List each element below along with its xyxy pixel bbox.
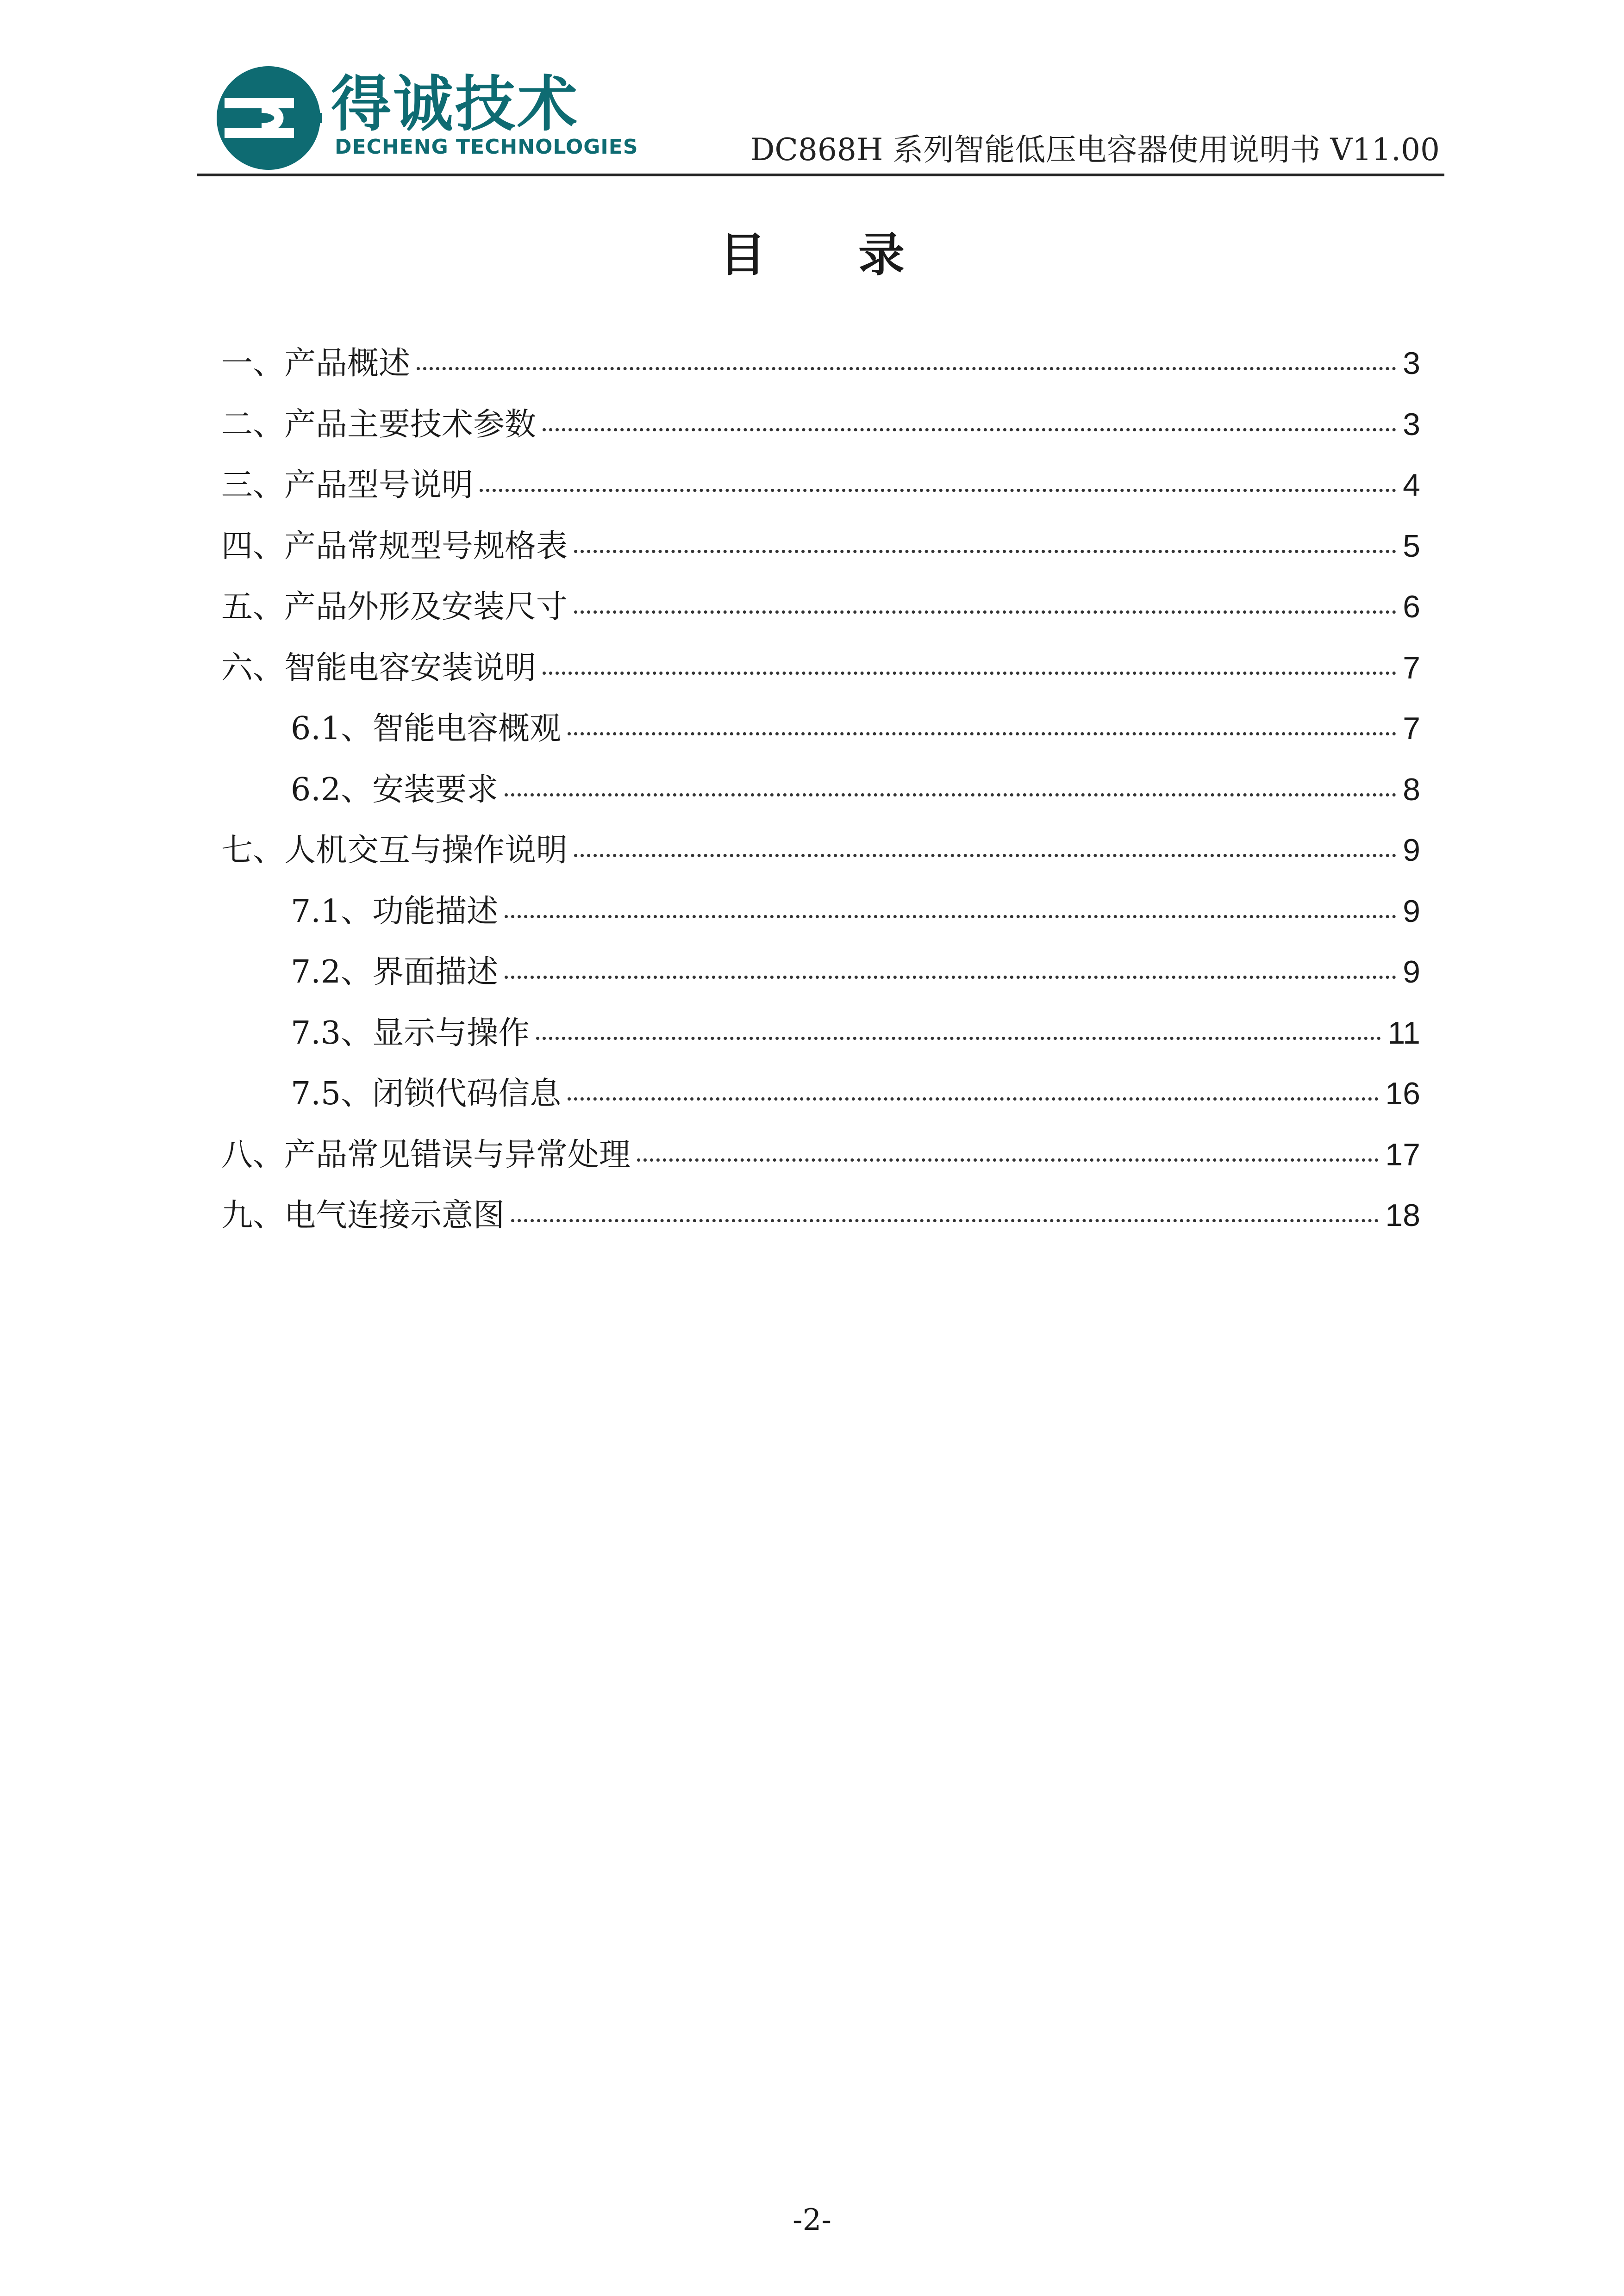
toc-entry-page: 7 (1403, 650, 1420, 685)
toc-entry-label: 四、产品常规型号规格表 (221, 528, 568, 565)
logo-chinese-name: 得诚技术 (331, 69, 580, 139)
toc-entry[interactable] (221, 1125, 1420, 1186)
toc-entry-label: 九、电气连接示意图 (221, 1197, 505, 1234)
toc-entry-label: 一、产品概述 (221, 345, 411, 382)
toc-subentry[interactable] (221, 1064, 1420, 1125)
toc-entry-page: 3 (1403, 346, 1420, 381)
toc-dot-leader (568, 732, 1396, 735)
header-divider (197, 174, 1444, 176)
toc-entry-label: 八、产品常见错误与异常处理 (221, 1136, 631, 1173)
toc-entry-page: 8 (1403, 772, 1420, 807)
page-header (197, 60, 1444, 176)
toc-entry-label: 七、人机交互与操作说明 (221, 832, 568, 869)
toc-entry-page: 9 (1403, 833, 1420, 868)
toc-dot-leader (574, 610, 1396, 614)
toc-dot-leader (568, 1097, 1379, 1101)
toc-entry-page: 5 (1403, 528, 1420, 564)
toc-entry-page: 11 (1387, 1015, 1420, 1051)
toc-entry-label: 6.2、安装要求 (291, 771, 499, 808)
toc-dot-leader (574, 550, 1396, 553)
toc-subentry[interactable] (221, 759, 1420, 821)
toc-entry-label: 7.1、功能描述 (291, 893, 499, 930)
toc-dot-leader (637, 1158, 1379, 1162)
toc-dot-leader (511, 1219, 1379, 1222)
toc-heading: 目录 (719, 228, 997, 282)
toc-subentry[interactable] (221, 1003, 1420, 1064)
toc-entry[interactable] (221, 577, 1420, 638)
toc-entry[interactable] (221, 638, 1420, 699)
toc-entry[interactable] (221, 516, 1420, 577)
toc-entry-page: 17 (1385, 1137, 1420, 1172)
toc-entry-label: 7.3、显示与操作 (291, 1014, 530, 1052)
toc-dot-leader (543, 428, 1396, 431)
toc-dot-leader (505, 976, 1396, 979)
toc-entry-page: 6 (1403, 589, 1420, 624)
toc-entry-label: 7.5、闭锁代码信息 (291, 1076, 562, 1112)
toc-entry[interactable] (221, 394, 1420, 455)
toc-subentry[interactable] (221, 698, 1420, 759)
toc-subentry[interactable] (221, 881, 1420, 942)
toc-dot-leader (505, 793, 1396, 796)
toc-entry[interactable] (221, 820, 1420, 881)
logo-english-name: DECHENG TECHNOLOGIES (335, 135, 638, 159)
toc-entry[interactable] (221, 333, 1420, 394)
toc-entry-label: 6.1、智能电容概观 (291, 710, 562, 747)
toc-entry[interactable] (221, 1185, 1420, 1246)
toc-entry-label: 五、产品外形及安装尺寸 (221, 589, 568, 625)
toc-entry-label: 三、产品型号说明 (221, 467, 474, 504)
toc-entry-label: 二、产品主要技术参数 (221, 406, 537, 443)
toc-entry-label: 六、智能电容安装说明 (221, 649, 537, 686)
toc-entry-page: 9 (1403, 954, 1420, 989)
toc-entry-page: 18 (1385, 1198, 1420, 1233)
toc-dot-leader (536, 1037, 1381, 1040)
document-title: DC868H 系列智能低压电容器使用说明书 V11.00 (750, 132, 1440, 168)
toc-entry-page: 3 (1403, 406, 1420, 442)
toc-entry[interactable] (221, 455, 1420, 516)
toc-entry-page: 7 (1403, 711, 1420, 746)
toc-subentry[interactable] (221, 942, 1420, 1003)
toc-entry-page: 4 (1403, 467, 1420, 503)
table-of-contents (221, 333, 1420, 1246)
toc-dot-leader (543, 672, 1396, 675)
toc-entry-label: 7.2、界面描述 (291, 954, 499, 990)
page-number: -2- (793, 2203, 831, 2237)
toc-dot-leader (480, 489, 1396, 492)
toc-entry-page: 9 (1403, 893, 1420, 929)
toc-entry-page: 16 (1385, 1076, 1420, 1111)
toc-dot-leader (417, 367, 1396, 370)
toc-dot-leader (505, 915, 1396, 918)
toc-dot-leader (574, 854, 1396, 857)
decheng-logo-icon (215, 65, 322, 171)
